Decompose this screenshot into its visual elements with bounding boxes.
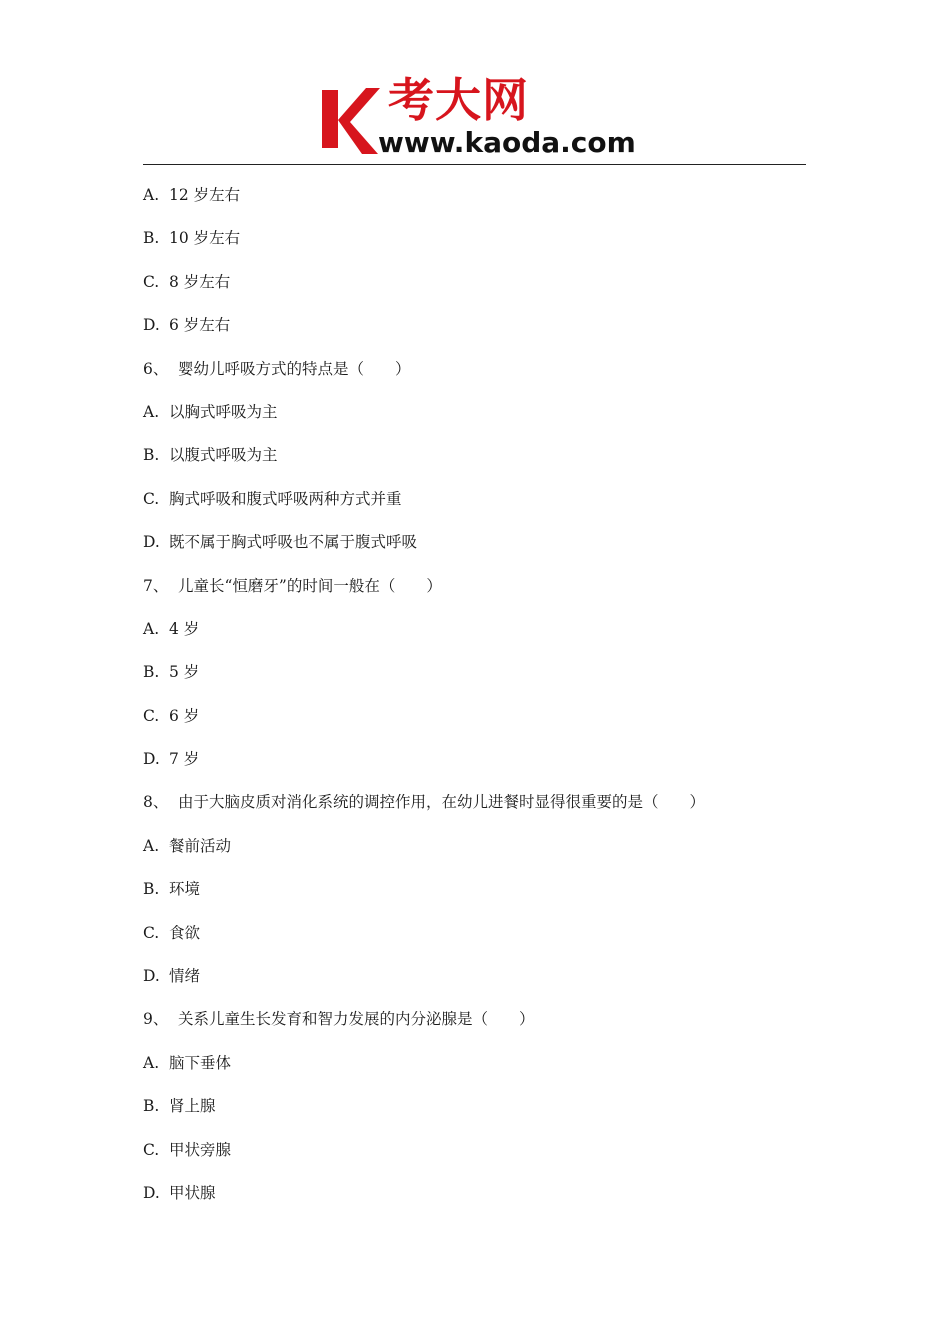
option-item <box>143 1091 806 1134</box>
option-text: 甲状旁腺 <box>169 1140 232 1159</box>
option-item <box>143 961 806 1004</box>
option-text: 7 岁 <box>169 750 200 769</box>
option-item <box>143 397 806 440</box>
option-item <box>143 874 806 917</box>
option-item <box>143 310 806 353</box>
option-item <box>143 744 806 787</box>
option-item <box>143 484 806 527</box>
question-number: 8、 <box>143 793 169 812</box>
option-text: 6 岁左右 <box>169 316 231 335</box>
option-text: 环境 <box>169 880 201 899</box>
option-letter: D. <box>143 316 160 335</box>
question-number: 7、 <box>143 576 169 595</box>
option-letter: C. <box>143 272 160 291</box>
option-letter: C. <box>143 706 160 725</box>
question-text: 关系儿童生长发育和智力发展的内分泌腺是（ ） <box>178 1010 535 1029</box>
option-item <box>143 180 806 223</box>
option-item <box>143 527 806 570</box>
question-item <box>143 787 806 830</box>
option-item <box>143 614 806 657</box>
option-letter: C. <box>143 489 160 508</box>
option-item <box>143 440 806 483</box>
option-item <box>143 831 806 874</box>
page-header <box>143 70 806 166</box>
header-divider <box>143 164 806 165</box>
logo-url: www.kaoda.com <box>378 126 636 159</box>
option-letter: A. <box>143 1053 160 1072</box>
option-letter: B. <box>143 229 160 248</box>
option-text: 甲状腺 <box>169 1183 216 1202</box>
option-text: 12 岁左右 <box>169 186 241 204</box>
option-text: 4 岁 <box>169 619 200 638</box>
option-text: 餐前活动 <box>169 836 232 855</box>
option-text: 5 岁 <box>169 663 200 682</box>
option-item <box>143 267 806 310</box>
document-body <box>143 180 806 1221</box>
option-letter: A. <box>143 619 160 638</box>
question-number: 9、 <box>143 1010 169 1029</box>
option-letter: D. <box>143 1183 160 1202</box>
question-item <box>143 354 806 397</box>
option-letter: A. <box>143 402 160 421</box>
option-text: 以腹式呼吸为主 <box>169 446 278 465</box>
option-item <box>143 657 806 700</box>
option-item <box>143 1048 806 1091</box>
option-letter: B. <box>143 1097 160 1116</box>
option-item <box>143 918 806 961</box>
option-item <box>143 701 806 744</box>
question-text: 由于大脑皮质对消化系统的调控作用，在幼儿进餐时显得很重要的是（ ） <box>178 793 706 812</box>
option-text: 以胸式呼吸为主 <box>169 402 278 421</box>
question-number: 6、 <box>143 359 169 378</box>
option-text: 情绪 <box>169 967 201 986</box>
option-text: 既不属于胸式呼吸也不属于腹式呼吸 <box>169 533 418 552</box>
option-letter: C. <box>143 1140 160 1159</box>
option-text: 胸式呼吸和腹式呼吸两种方式并重 <box>169 489 402 508</box>
question-item <box>143 571 806 614</box>
option-item <box>143 223 806 266</box>
option-text: 肾上腺 <box>169 1097 216 1116</box>
option-letter: B. <box>143 446 160 465</box>
option-letter: B. <box>143 663 160 682</box>
option-letter: D. <box>143 750 160 769</box>
kaoda-logo <box>320 73 640 160</box>
option-text: 食欲 <box>169 923 201 942</box>
option-letter: B. <box>143 880 160 899</box>
question-item <box>143 1004 806 1047</box>
option-letter: A. <box>143 186 160 204</box>
option-text: 10 岁左右 <box>169 229 241 248</box>
option-text: 8 岁左右 <box>169 272 231 291</box>
question-text: 婴幼儿呼吸方式的特点是（ ） <box>178 359 411 378</box>
logo-chinese-name: 考大网 <box>388 73 529 127</box>
option-item <box>143 1178 806 1221</box>
question-text: 儿童长“恒磨牙”的时间一般在（ ） <box>178 576 442 595</box>
option-letter: C. <box>143 923 160 942</box>
option-letter: A. <box>143 836 160 855</box>
option-letter: D. <box>143 533 160 552</box>
option-item <box>143 1135 806 1178</box>
k-logo-icon <box>320 84 382 156</box>
option-text: 脑下垂体 <box>169 1053 232 1072</box>
option-letter: D. <box>143 967 160 986</box>
option-text: 6 岁 <box>169 706 200 725</box>
